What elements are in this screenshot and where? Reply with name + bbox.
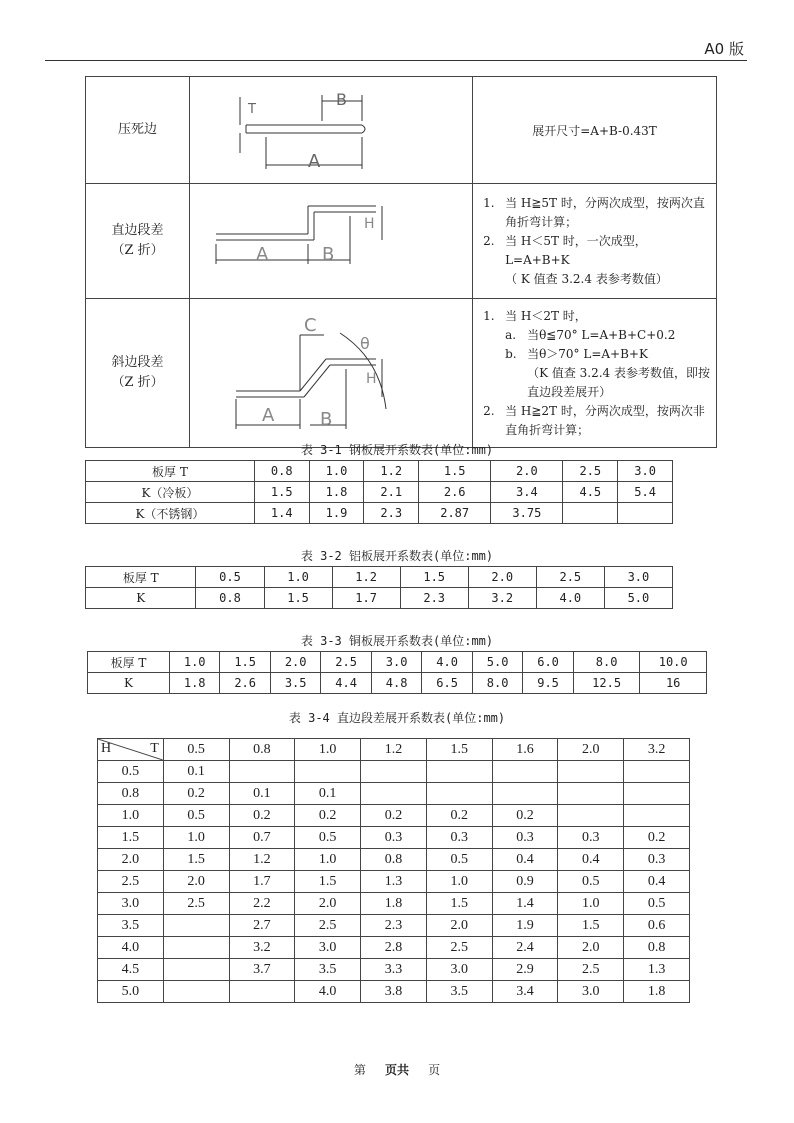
table-cell: 0.2 [426, 805, 492, 827]
table-cell: 0.3 [492, 827, 558, 849]
table-row [98, 805, 690, 827]
table-cell: 9.5 [523, 673, 573, 694]
table-cell: 1.3 [624, 959, 690, 981]
table-cell: 0.7 [229, 827, 295, 849]
table-cell: 1.8 [624, 981, 690, 1003]
table-cell: 2.5 [295, 915, 361, 937]
table-cell: 0.1 [229, 783, 295, 805]
row-label: 4.0 [98, 937, 164, 959]
column-header: 3.2 [624, 739, 690, 761]
table-cell: 1.9 [309, 503, 364, 524]
row-label: 2.0 [98, 849, 164, 871]
table-cell [163, 937, 229, 959]
table-cell: 4.0 [422, 652, 472, 673]
label-c: C [304, 315, 317, 336]
table-cell: 3.4 [491, 482, 563, 503]
table3-caption: 表 3-3 铜板展开系数表(单位:mm) [300, 634, 494, 648]
table-cell: 6.0 [523, 652, 573, 673]
table-cell: 2.0 [295, 893, 361, 915]
table-row [98, 849, 690, 871]
page-footer: 第 页共 页 [353, 1063, 441, 1077]
table-cell: 0.6 [624, 915, 690, 937]
table-cell: 2.87 [419, 503, 491, 524]
table-cell [163, 915, 229, 937]
spec-row-oblique-z [86, 299, 717, 448]
table-cell: 2.4 [492, 937, 558, 959]
table-cell: 3.0 [295, 937, 361, 959]
table-cell: 0.2 [163, 783, 229, 805]
table-cell: 1.0 [264, 567, 332, 588]
row-label: K（冷板） [86, 482, 255, 503]
table-cell: 0.2 [229, 805, 295, 827]
row-label: 3.0 [98, 893, 164, 915]
table-cell [558, 805, 624, 827]
table-cell: 1.5 [419, 461, 491, 482]
table-cell: 3.3 [361, 959, 427, 981]
table-cell: 2.1 [364, 482, 419, 503]
row-label: 5.0 [98, 981, 164, 1003]
table-cell: 2.5 [321, 652, 371, 673]
table-cell: 0.5 [295, 827, 361, 849]
table-cell: 1.2 [229, 849, 295, 871]
table-cell: 0.5 [558, 871, 624, 893]
table-cell: 0.5 [426, 849, 492, 871]
table-cell: 6.5 [422, 673, 472, 694]
table-cell: 1.9 [492, 915, 558, 937]
row-label: 3.5 [98, 915, 164, 937]
table-row [98, 893, 690, 915]
spec-row-straight-z [86, 184, 717, 299]
z-bend-k-table [97, 738, 690, 1003]
column-header: 0.8 [229, 739, 295, 761]
table-cell: 2.7 [229, 915, 295, 937]
table-cell [624, 783, 690, 805]
row-label: 2.5 [98, 871, 164, 893]
table-cell: 1.5 [220, 652, 270, 673]
table-cell: 3.0 [426, 959, 492, 981]
formula-item: 2. 当 H＜5T 时，一次成型，L=A+B+K [483, 233, 647, 267]
formula-item: 1. 当 H≧5T 时，分两次成型，按两次直角折弯计算； [483, 195, 705, 229]
oblique-z-figure [190, 299, 473, 448]
table-row [88, 652, 707, 673]
table-cell: 0.5 [624, 893, 690, 915]
label-a: A [256, 244, 269, 265]
formula-item: （ K 值查 3.2.4 表参考数值） [505, 271, 668, 286]
table-cell [361, 761, 427, 783]
table-cell: 1.8 [361, 893, 427, 915]
column-header: 1.6 [492, 739, 558, 761]
label-h: H [366, 371, 377, 387]
table-cell: 3.0 [371, 652, 421, 673]
table-cell: 2.6 [419, 482, 491, 503]
aluminum-k-table [85, 566, 673, 609]
table-cell: 1.3 [361, 871, 427, 893]
table-cell: 0.4 [492, 849, 558, 871]
row-label: K [86, 588, 196, 609]
table-cell: 1.2 [332, 567, 400, 588]
formula-item: 2. 当 H≧2T 时，分两次成型，按两次非直角折弯计算； [483, 403, 705, 437]
table-cell: 2.3 [364, 503, 419, 524]
table-cell: 2.5 [536, 567, 604, 588]
table-cell [558, 761, 624, 783]
table-cell: 3.5 [426, 981, 492, 1003]
label-a: A [262, 405, 275, 426]
table-row [86, 461, 673, 482]
table-cell: 12.5 [573, 673, 640, 694]
table-row [86, 588, 673, 609]
table-cell: 1.5 [400, 567, 468, 588]
corner-cell [98, 739, 164, 761]
column-header: 1.0 [295, 739, 361, 761]
table-cell: 2.9 [492, 959, 558, 981]
table-cell: 0.1 [295, 783, 361, 805]
table2-caption: 表 3-2 铝板展开系数表(单位:mm) [300, 549, 494, 563]
spec-name: 斜边段差 （Z 折） [86, 299, 190, 448]
row-label: K（不锈钢） [86, 503, 255, 524]
table-cell: 2.8 [361, 937, 427, 959]
spec-formula: 展开尺寸=A+B-0.43T [473, 77, 717, 184]
table-cell: 1.0 [169, 652, 219, 673]
table-cell: 1.0 [163, 827, 229, 849]
table-cell: 1.0 [309, 461, 364, 482]
label-h: H [364, 216, 375, 232]
table-cell: 3.4 [492, 981, 558, 1003]
table-cell: 1.4 [492, 893, 558, 915]
table-cell [426, 783, 492, 805]
table-cell: 2.5 [558, 959, 624, 981]
row-label: K [88, 673, 170, 694]
table-cell [492, 761, 558, 783]
table-cell: 2.5 [163, 893, 229, 915]
row-label: 4.5 [98, 959, 164, 981]
table-cell: 3.5 [295, 959, 361, 981]
table-cell: 0.4 [558, 849, 624, 871]
table-cell: 0.2 [492, 805, 558, 827]
table-cell: 10.0 [640, 652, 707, 673]
table-cell: 1.5 [426, 893, 492, 915]
table-cell [563, 503, 618, 524]
table-cell [229, 981, 295, 1003]
table-cell: 2.6 [220, 673, 270, 694]
table-row [98, 959, 690, 981]
table-row [98, 761, 690, 783]
table-cell [361, 783, 427, 805]
table-cell: 4.0 [295, 981, 361, 1003]
table-cell: 1.5 [558, 915, 624, 937]
table-cell: 4.8 [371, 673, 421, 694]
table-cell: 5.0 [472, 652, 522, 673]
column-header: 2.0 [558, 739, 624, 761]
table-cell: 1.7 [229, 871, 295, 893]
table-row [98, 783, 690, 805]
table-cell [624, 761, 690, 783]
table-cell: 3.2 [468, 588, 536, 609]
label-b: B [320, 409, 333, 430]
table-cell: 1.8 [309, 482, 364, 503]
corner-t-label: T [150, 741, 159, 756]
table-cell: 3.2 [229, 937, 295, 959]
table-cell: 16 [640, 673, 707, 694]
bending-spec-table [85, 76, 717, 448]
label-b: B [322, 244, 335, 265]
table-cell: 8.0 [472, 673, 522, 694]
formula-item: 1. 当 H＜2T 时， a. 当θ≦70° L=A+B+C+0.2 b. 当θ＞70° L=A+B+K （K 值查 3.2.4 表参考数值，即按直边段差展开） [479, 307, 710, 402]
copper-k-table [87, 651, 707, 694]
spec-formula [473, 299, 717, 448]
table-cell: 2.0 [163, 871, 229, 893]
straight-z-figure [190, 184, 473, 299]
label-t: T [248, 102, 257, 117]
table-cell: 2.0 [491, 461, 563, 482]
table-row [98, 937, 690, 959]
table-header-row [98, 739, 690, 761]
table-cell: 4.4 [321, 673, 371, 694]
header-divider [45, 60, 747, 61]
formula-list [473, 303, 716, 444]
table-cell: 3.75 [491, 503, 563, 524]
table-cell: 5.4 [618, 482, 673, 503]
row-label: 板厚 T [86, 567, 196, 588]
table-cell: 0.4 [624, 871, 690, 893]
label-b: B [336, 90, 348, 109]
table-cell: 2.5 [426, 937, 492, 959]
formula-list [473, 190, 716, 293]
table-cell [558, 783, 624, 805]
table-cell: 0.2 [624, 827, 690, 849]
formula-sublist [505, 326, 710, 402]
column-header: 1.5 [426, 739, 492, 761]
table-cell: 1.4 [254, 503, 309, 524]
table-row [86, 482, 673, 503]
table-cell: 0.3 [558, 827, 624, 849]
table-cell [618, 503, 673, 524]
table-cell: 0.1 [163, 761, 229, 783]
table-row [98, 871, 690, 893]
table-cell: 4.0 [536, 588, 604, 609]
table-row [98, 915, 690, 937]
table-cell: 0.8 [254, 461, 309, 482]
table-cell [492, 783, 558, 805]
table-cell: 1.0 [295, 849, 361, 871]
table-cell: 1.5 [163, 849, 229, 871]
table-cell: 0.8 [196, 588, 264, 609]
version-label: A0 版 [704, 40, 744, 58]
table-cell: 2.0 [426, 915, 492, 937]
table-row [86, 503, 673, 524]
label-theta: θ [360, 334, 370, 353]
table-cell [229, 761, 295, 783]
row-label: 1.0 [98, 805, 164, 827]
spec-name: 压死边 [86, 77, 190, 184]
table-cell: 2.0 [468, 567, 536, 588]
table-cell: 2.3 [400, 588, 468, 609]
table-cell: 3.0 [604, 567, 672, 588]
table-cell: 2.3 [361, 915, 427, 937]
table-cell: 0.2 [295, 805, 361, 827]
label-a: A [308, 151, 321, 172]
table-cell: 1.7 [332, 588, 400, 609]
table-row [88, 673, 707, 694]
table-cell: 0.8 [361, 849, 427, 871]
table-cell: 0.3 [426, 827, 492, 849]
table-cell: 3.0 [618, 461, 673, 482]
table-cell: 2.2 [229, 893, 295, 915]
table-cell: 1.5 [254, 482, 309, 503]
table-cell: 0.5 [196, 567, 264, 588]
table-cell: 0.3 [624, 849, 690, 871]
table-cell: 8.0 [573, 652, 640, 673]
table-row [98, 981, 690, 1003]
table-cell: 3.0 [558, 981, 624, 1003]
table-cell [163, 959, 229, 981]
table4-caption: 表 3-4 直边段差展开系数表(单位:mm) [288, 711, 506, 725]
table-cell: 1.2 [364, 461, 419, 482]
table-cell: 0.3 [361, 827, 427, 849]
column-header: 0.5 [163, 739, 229, 761]
corner-h-label: H [101, 741, 112, 756]
table-cell: 1.5 [295, 871, 361, 893]
spec-name: 直边段差 （Z 折） [86, 184, 190, 299]
formula-subitem: a. 当θ≦70° L=A+B+C+0.2 [505, 327, 676, 342]
table-cell: 3.8 [361, 981, 427, 1003]
table-cell: 4.5 [563, 482, 618, 503]
table-cell: 0.2 [361, 805, 427, 827]
hem-figure [190, 77, 473, 184]
spec-formula [473, 184, 717, 299]
table-cell: 2.0 [558, 937, 624, 959]
formula-subitem: b. 当θ＞70° L=A+B+K [505, 346, 648, 361]
table-cell [426, 761, 492, 783]
table-row [98, 827, 690, 849]
table-cell: 3.5 [270, 673, 320, 694]
table-row [86, 567, 673, 588]
row-label: 板厚 T [88, 652, 170, 673]
table-cell: 1.0 [558, 893, 624, 915]
table1-caption: 表 3-1 钢板展开系数表(单位:mm) [300, 443, 494, 457]
row-label: 板厚 T [86, 461, 255, 482]
steel-k-table [85, 460, 673, 524]
table-cell: 1.5 [264, 588, 332, 609]
formula-subitem: （K 值查 3.2.4 表参考数值，即按直边段差展开） [527, 365, 711, 399]
table-cell: 1.0 [426, 871, 492, 893]
table-cell [163, 981, 229, 1003]
table-cell: 0.5 [163, 805, 229, 827]
table-cell: 5.0 [604, 588, 672, 609]
table-cell: 2.0 [270, 652, 320, 673]
table-cell: 0.9 [492, 871, 558, 893]
row-label: 0.8 [98, 783, 164, 805]
table-cell: 1.8 [169, 673, 219, 694]
table-cell: 2.5 [563, 461, 618, 482]
row-label: 0.5 [98, 761, 164, 783]
table-cell: 3.7 [229, 959, 295, 981]
spec-row-hem [86, 77, 717, 184]
table-cell [624, 805, 690, 827]
table-cell: 0.8 [624, 937, 690, 959]
column-header: 1.2 [361, 739, 427, 761]
row-label: 1.5 [98, 827, 164, 849]
table-cell [295, 761, 361, 783]
